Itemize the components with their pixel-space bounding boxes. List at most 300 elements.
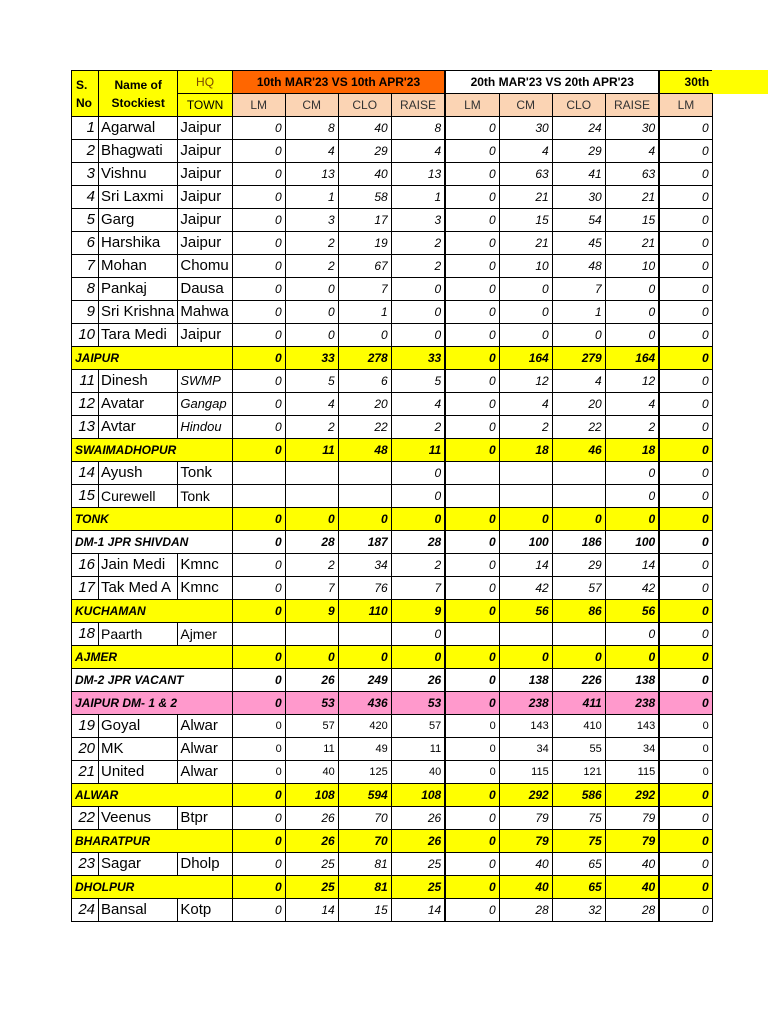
value-cell: 0	[445, 830, 499, 853]
value-cell: 25	[285, 853, 338, 876]
row-label: JAIPUR DM- 1 & 2	[72, 692, 233, 715]
table-row	[72, 140, 713, 163]
table-row	[72, 715, 713, 738]
value-cell: 76	[338, 577, 391, 600]
value-cell: 13	[391, 163, 445, 186]
value-cell: 0	[232, 600, 285, 623]
value-cell: 0	[605, 278, 659, 301]
town-cell: Dausa	[178, 278, 232, 301]
value-cell: 14	[391, 899, 445, 922]
value-cell: 0	[285, 301, 338, 324]
value-cell: 0	[659, 876, 712, 899]
serial-number: 19	[72, 715, 99, 738]
value-cell: 0	[445, 669, 499, 692]
value-cell: 0	[232, 899, 285, 922]
value-cell: 0	[445, 807, 499, 830]
town-cell: Jaipur	[178, 117, 232, 140]
value-cell: 14	[499, 554, 552, 577]
value-cell: 18	[605, 439, 659, 462]
value-cell: 594	[338, 784, 391, 807]
value-cell: 8	[391, 117, 445, 140]
value-cell: 3	[285, 209, 338, 232]
value-cell: 11	[391, 738, 445, 761]
row-label: TONK	[72, 508, 233, 531]
value-cell: 26	[391, 807, 445, 830]
value-cell: 8	[285, 117, 338, 140]
value-cell: 110	[338, 600, 391, 623]
table-row	[72, 301, 713, 324]
stockiest-name: Avatar	[99, 393, 178, 416]
value-cell: 0	[552, 508, 605, 531]
value-cell	[338, 623, 391, 646]
stockiest-name: Tak Med A	[99, 577, 178, 600]
value-cell: 0	[659, 324, 712, 347]
town-cell: Jaipur	[178, 324, 232, 347]
value-cell: 0	[391, 301, 445, 324]
stockiest-name: MK	[99, 738, 178, 761]
subtotal-row	[72, 830, 713, 853]
table-row	[72, 186, 713, 209]
value-cell: 0	[445, 301, 499, 324]
value-cell: 40	[338, 117, 391, 140]
town-cell: Jaipur	[178, 140, 232, 163]
value-cell: 40	[605, 853, 659, 876]
serial-number: 12	[72, 393, 99, 416]
value-cell: 100	[605, 531, 659, 554]
value-cell: 11	[285, 439, 338, 462]
town-cell: Dholp	[178, 853, 232, 876]
value-cell: 0	[659, 531, 712, 554]
value-cell: 2	[605, 416, 659, 439]
value-cell: 70	[338, 807, 391, 830]
row-label: ALWAR	[72, 784, 233, 807]
value-cell: 0	[232, 186, 285, 209]
value-cell: 29	[552, 554, 605, 577]
value-cell: 292	[605, 784, 659, 807]
value-cell	[552, 623, 605, 646]
value-cell: 0	[285, 646, 338, 669]
value-cell: 4	[391, 393, 445, 416]
value-cell: 56	[499, 600, 552, 623]
town-cell: Hindou	[178, 416, 232, 439]
stockiest-name: Curewell	[99, 485, 178, 508]
value-cell: 115	[499, 761, 552, 784]
value-cell: 10	[499, 255, 552, 278]
value-cell: 0	[605, 301, 659, 324]
value-cell: 0	[659, 508, 712, 531]
value-cell: 0	[232, 370, 285, 393]
value-cell: 143	[499, 715, 552, 738]
value-cell: 0	[659, 278, 712, 301]
value-cell: 4	[605, 393, 659, 416]
value-cell: 86	[552, 600, 605, 623]
value-cell: 0	[445, 784, 499, 807]
value-cell: 26	[285, 669, 338, 692]
value-cell	[552, 462, 605, 485]
value-cell: 0	[659, 485, 712, 508]
header-row-1	[72, 71, 713, 94]
town-cell: Alwar	[178, 761, 232, 784]
value-cell: 125	[338, 761, 391, 784]
value-cell: 26	[391, 669, 445, 692]
value-cell: 53	[391, 692, 445, 715]
value-cell	[552, 485, 605, 508]
stockiest-name: Paarth	[99, 623, 178, 646]
value-cell: 0	[232, 554, 285, 577]
value-cell: 0	[445, 255, 499, 278]
value-cell: 33	[285, 347, 338, 370]
value-cell: 30	[499, 117, 552, 140]
value-cell: 0	[232, 508, 285, 531]
value-cell: 26	[285, 830, 338, 853]
value-cell: 41	[552, 163, 605, 186]
value-cell: 279	[552, 347, 605, 370]
value-cell: 0	[232, 347, 285, 370]
value-cell	[232, 485, 285, 508]
value-cell: 0	[499, 646, 552, 669]
value-cell: 0	[285, 278, 338, 301]
stockiest-name: United	[99, 761, 178, 784]
value-cell: 0	[552, 324, 605, 347]
value-cell: 2	[391, 554, 445, 577]
value-cell: 2	[391, 416, 445, 439]
value-cell: 420	[338, 715, 391, 738]
value-cell: 14	[605, 554, 659, 577]
table-row	[72, 485, 713, 508]
value-cell: 0	[552, 646, 605, 669]
value-cell: 0	[445, 278, 499, 301]
header-sno-line2: No	[76, 95, 92, 110]
stockiest-name: Mohan	[99, 255, 178, 278]
value-cell: 79	[499, 830, 552, 853]
value-cell: 0	[285, 508, 338, 531]
serial-number: 4	[72, 186, 99, 209]
value-cell	[338, 462, 391, 485]
value-cell: 0	[232, 255, 285, 278]
table-row	[72, 416, 713, 439]
stockiest-name: Vishnu	[99, 163, 178, 186]
value-cell	[445, 462, 499, 485]
value-cell: 19	[338, 232, 391, 255]
serial-number: 23	[72, 853, 99, 876]
value-cell: 0	[605, 485, 659, 508]
value-cell: 292	[499, 784, 552, 807]
value-cell: 0	[445, 508, 499, 531]
serial-number: 6	[72, 232, 99, 255]
serial-number: 21	[72, 761, 99, 784]
value-cell: 17	[338, 209, 391, 232]
value-cell: 10	[605, 255, 659, 278]
value-cell: 40	[605, 876, 659, 899]
value-cell: 0	[232, 830, 285, 853]
value-cell: 34	[605, 738, 659, 761]
value-cell: 48	[552, 255, 605, 278]
value-cell: 0	[232, 761, 285, 784]
value-cell: 0	[232, 232, 285, 255]
value-cell: 0	[391, 623, 445, 646]
value-cell: 57	[285, 715, 338, 738]
table-row	[72, 255, 713, 278]
town-cell: Gangap	[178, 393, 232, 416]
value-cell: 0	[659, 623, 712, 646]
value-cell: 0	[232, 577, 285, 600]
value-cell: 21	[605, 232, 659, 255]
value-cell	[285, 623, 338, 646]
value-cell: 56	[605, 600, 659, 623]
subheader-raise-2: RAISE	[605, 94, 659, 117]
value-cell: 75	[552, 807, 605, 830]
value-cell: 0	[499, 508, 552, 531]
value-cell: 0	[232, 140, 285, 163]
stock-report-table	[71, 70, 713, 922]
row-label: AJMER	[72, 646, 233, 669]
value-cell: 81	[338, 853, 391, 876]
subheader-cm-2: CM	[499, 94, 552, 117]
value-cell: 0	[605, 623, 659, 646]
stockiest-name: Bansal	[99, 899, 178, 922]
serial-number: 13	[72, 416, 99, 439]
header-period-1: 10th MAR'23 VS 10th APR'23	[232, 71, 445, 94]
value-cell: 57	[391, 715, 445, 738]
header-name-line2: Stockiest	[111, 95, 165, 110]
serial-number: 9	[72, 301, 99, 324]
value-cell: 0	[338, 646, 391, 669]
value-cell: 0	[659, 140, 712, 163]
value-cell: 0	[445, 646, 499, 669]
serial-number: 17	[72, 577, 99, 600]
value-cell: 26	[391, 830, 445, 853]
value-cell: 15	[605, 209, 659, 232]
table-row	[72, 554, 713, 577]
value-cell: 34	[338, 554, 391, 577]
value-cell: 30	[552, 186, 605, 209]
value-cell: 5	[285, 370, 338, 393]
subtotal-row	[72, 508, 713, 531]
value-cell: 187	[338, 531, 391, 554]
value-cell: 0	[659, 761, 712, 784]
value-cell: 57	[552, 577, 605, 600]
subheader-lm-3: LM	[659, 94, 712, 117]
value-cell: 0	[232, 669, 285, 692]
value-cell: 0	[445, 370, 499, 393]
value-cell: 0	[232, 692, 285, 715]
value-cell: 108	[285, 784, 338, 807]
value-cell: 586	[552, 784, 605, 807]
subheader-raise-1: RAISE	[391, 94, 445, 117]
table-row	[72, 738, 713, 761]
value-cell: 0	[232, 416, 285, 439]
subheader-cm-1: CM	[285, 94, 338, 117]
value-cell: 28	[285, 531, 338, 554]
value-cell: 0	[391, 508, 445, 531]
value-cell: 25	[391, 876, 445, 899]
subtotal-row	[72, 439, 713, 462]
value-cell: 0	[338, 508, 391, 531]
value-cell: 121	[552, 761, 605, 784]
serial-number: 8	[72, 278, 99, 301]
value-cell: 4	[499, 140, 552, 163]
value-cell: 2	[285, 554, 338, 577]
serial-number: 3	[72, 163, 99, 186]
value-cell: 6	[338, 370, 391, 393]
value-cell: 18	[499, 439, 552, 462]
value-cell: 0	[445, 393, 499, 416]
value-cell: 0	[232, 738, 285, 761]
value-cell: 0	[232, 278, 285, 301]
value-cell: 0	[445, 738, 499, 761]
value-cell: 70	[338, 830, 391, 853]
header-name-line1: Name of	[114, 77, 162, 92]
value-cell: 0	[232, 646, 285, 669]
value-cell: 0	[605, 462, 659, 485]
value-cell: 0	[285, 324, 338, 347]
stockiest-name: Pankaj	[99, 278, 178, 301]
value-cell: 0	[232, 715, 285, 738]
value-cell: 65	[552, 853, 605, 876]
value-cell: 0	[445, 853, 499, 876]
value-cell: 0	[499, 301, 552, 324]
stockiest-name: Sagar	[99, 853, 178, 876]
serial-number: 18	[72, 623, 99, 646]
serial-number: 1	[72, 117, 99, 140]
table-row	[72, 899, 713, 922]
value-cell: 22	[552, 416, 605, 439]
stockiest-name: Tara Medi	[99, 324, 178, 347]
town-cell: Kmnc	[178, 554, 232, 577]
serial-number: 5	[72, 209, 99, 232]
value-cell: 21	[499, 232, 552, 255]
value-cell: 0	[659, 830, 712, 853]
value-cell: 0	[232, 301, 285, 324]
value-cell: 4	[285, 393, 338, 416]
subheader-clo-2: CLO	[552, 94, 605, 117]
value-cell: 0	[391, 485, 445, 508]
value-cell: 3	[391, 209, 445, 232]
value-cell: 0	[659, 209, 712, 232]
value-cell: 0	[659, 646, 712, 669]
value-cell: 226	[552, 669, 605, 692]
dm-total-row	[72, 669, 713, 692]
table-row	[72, 163, 713, 186]
value-cell: 0	[232, 393, 285, 416]
table-row	[72, 462, 713, 485]
value-cell: 53	[285, 692, 338, 715]
grand-total-row	[72, 692, 713, 715]
value-cell: 0	[232, 209, 285, 232]
stockiest-name: Goyal	[99, 715, 178, 738]
value-cell: 20	[338, 393, 391, 416]
value-cell: 0	[445, 186, 499, 209]
value-cell: 0	[659, 600, 712, 623]
value-cell: 55	[552, 738, 605, 761]
value-cell: 0	[445, 876, 499, 899]
town-cell: Mahwa	[178, 301, 232, 324]
value-cell: 28	[605, 899, 659, 922]
value-cell: 63	[605, 163, 659, 186]
value-cell: 0	[499, 324, 552, 347]
value-cell: 0	[232, 439, 285, 462]
value-cell: 81	[338, 876, 391, 899]
value-cell: 0	[445, 715, 499, 738]
town-cell: Tonk	[178, 462, 232, 485]
value-cell: 0	[391, 462, 445, 485]
value-cell: 21	[605, 186, 659, 209]
value-cell	[338, 485, 391, 508]
town-cell: Jaipur	[178, 163, 232, 186]
value-cell: 0	[445, 117, 499, 140]
value-cell: 0	[659, 393, 712, 416]
header-hq: HQ	[178, 71, 232, 94]
value-cell: 249	[338, 669, 391, 692]
town-cell: Kmnc	[178, 577, 232, 600]
value-cell: 0	[659, 715, 712, 738]
value-cell	[285, 462, 338, 485]
value-cell: 0	[232, 853, 285, 876]
value-cell: 4	[552, 370, 605, 393]
value-cell: 0	[445, 416, 499, 439]
value-cell: 15	[338, 899, 391, 922]
stockiest-name: Avtar	[99, 416, 178, 439]
value-cell: 30	[605, 117, 659, 140]
value-cell: 0	[445, 899, 499, 922]
value-cell: 0	[391, 646, 445, 669]
value-cell: 186	[552, 531, 605, 554]
stockiest-name: Jain Medi	[99, 554, 178, 577]
town-cell: Jaipur	[178, 209, 232, 232]
value-cell: 0	[659, 738, 712, 761]
row-label: JAIPUR	[72, 347, 233, 370]
value-cell: 138	[605, 669, 659, 692]
table-row	[72, 853, 713, 876]
header-town: TOWN	[178, 94, 232, 117]
value-cell: 0	[445, 209, 499, 232]
value-cell: 9	[285, 600, 338, 623]
header-period-2: 20th MAR'23 VS 20th APR'23	[445, 71, 659, 94]
value-cell: 11	[285, 738, 338, 761]
value-cell: 0	[605, 508, 659, 531]
value-cell: 0	[659, 554, 712, 577]
town-cell: Ajmer	[178, 623, 232, 646]
value-cell: 0	[659, 439, 712, 462]
value-cell: 26	[285, 807, 338, 830]
row-label: DHOLPUR	[72, 876, 233, 899]
value-cell: 67	[338, 255, 391, 278]
value-cell: 49	[338, 738, 391, 761]
value-cell	[499, 462, 552, 485]
serial-number: 7	[72, 255, 99, 278]
value-cell: 115	[605, 761, 659, 784]
table-row	[72, 577, 713, 600]
value-cell: 0	[445, 531, 499, 554]
value-cell: 436	[338, 692, 391, 715]
value-cell: 1	[338, 301, 391, 324]
value-cell: 0	[659, 692, 712, 715]
value-cell: 2	[499, 416, 552, 439]
value-cell: 2	[391, 255, 445, 278]
value-cell	[499, 623, 552, 646]
value-cell: 0	[445, 324, 499, 347]
value-cell: 25	[285, 876, 338, 899]
value-cell: 2	[285, 416, 338, 439]
serial-number: 24	[72, 899, 99, 922]
value-cell: 0	[445, 600, 499, 623]
value-cell: 7	[391, 577, 445, 600]
town-cell: Chomu	[178, 255, 232, 278]
value-cell: 0	[659, 416, 712, 439]
value-cell: 0	[232, 876, 285, 899]
value-cell: 12	[499, 370, 552, 393]
subtotal-row	[72, 347, 713, 370]
